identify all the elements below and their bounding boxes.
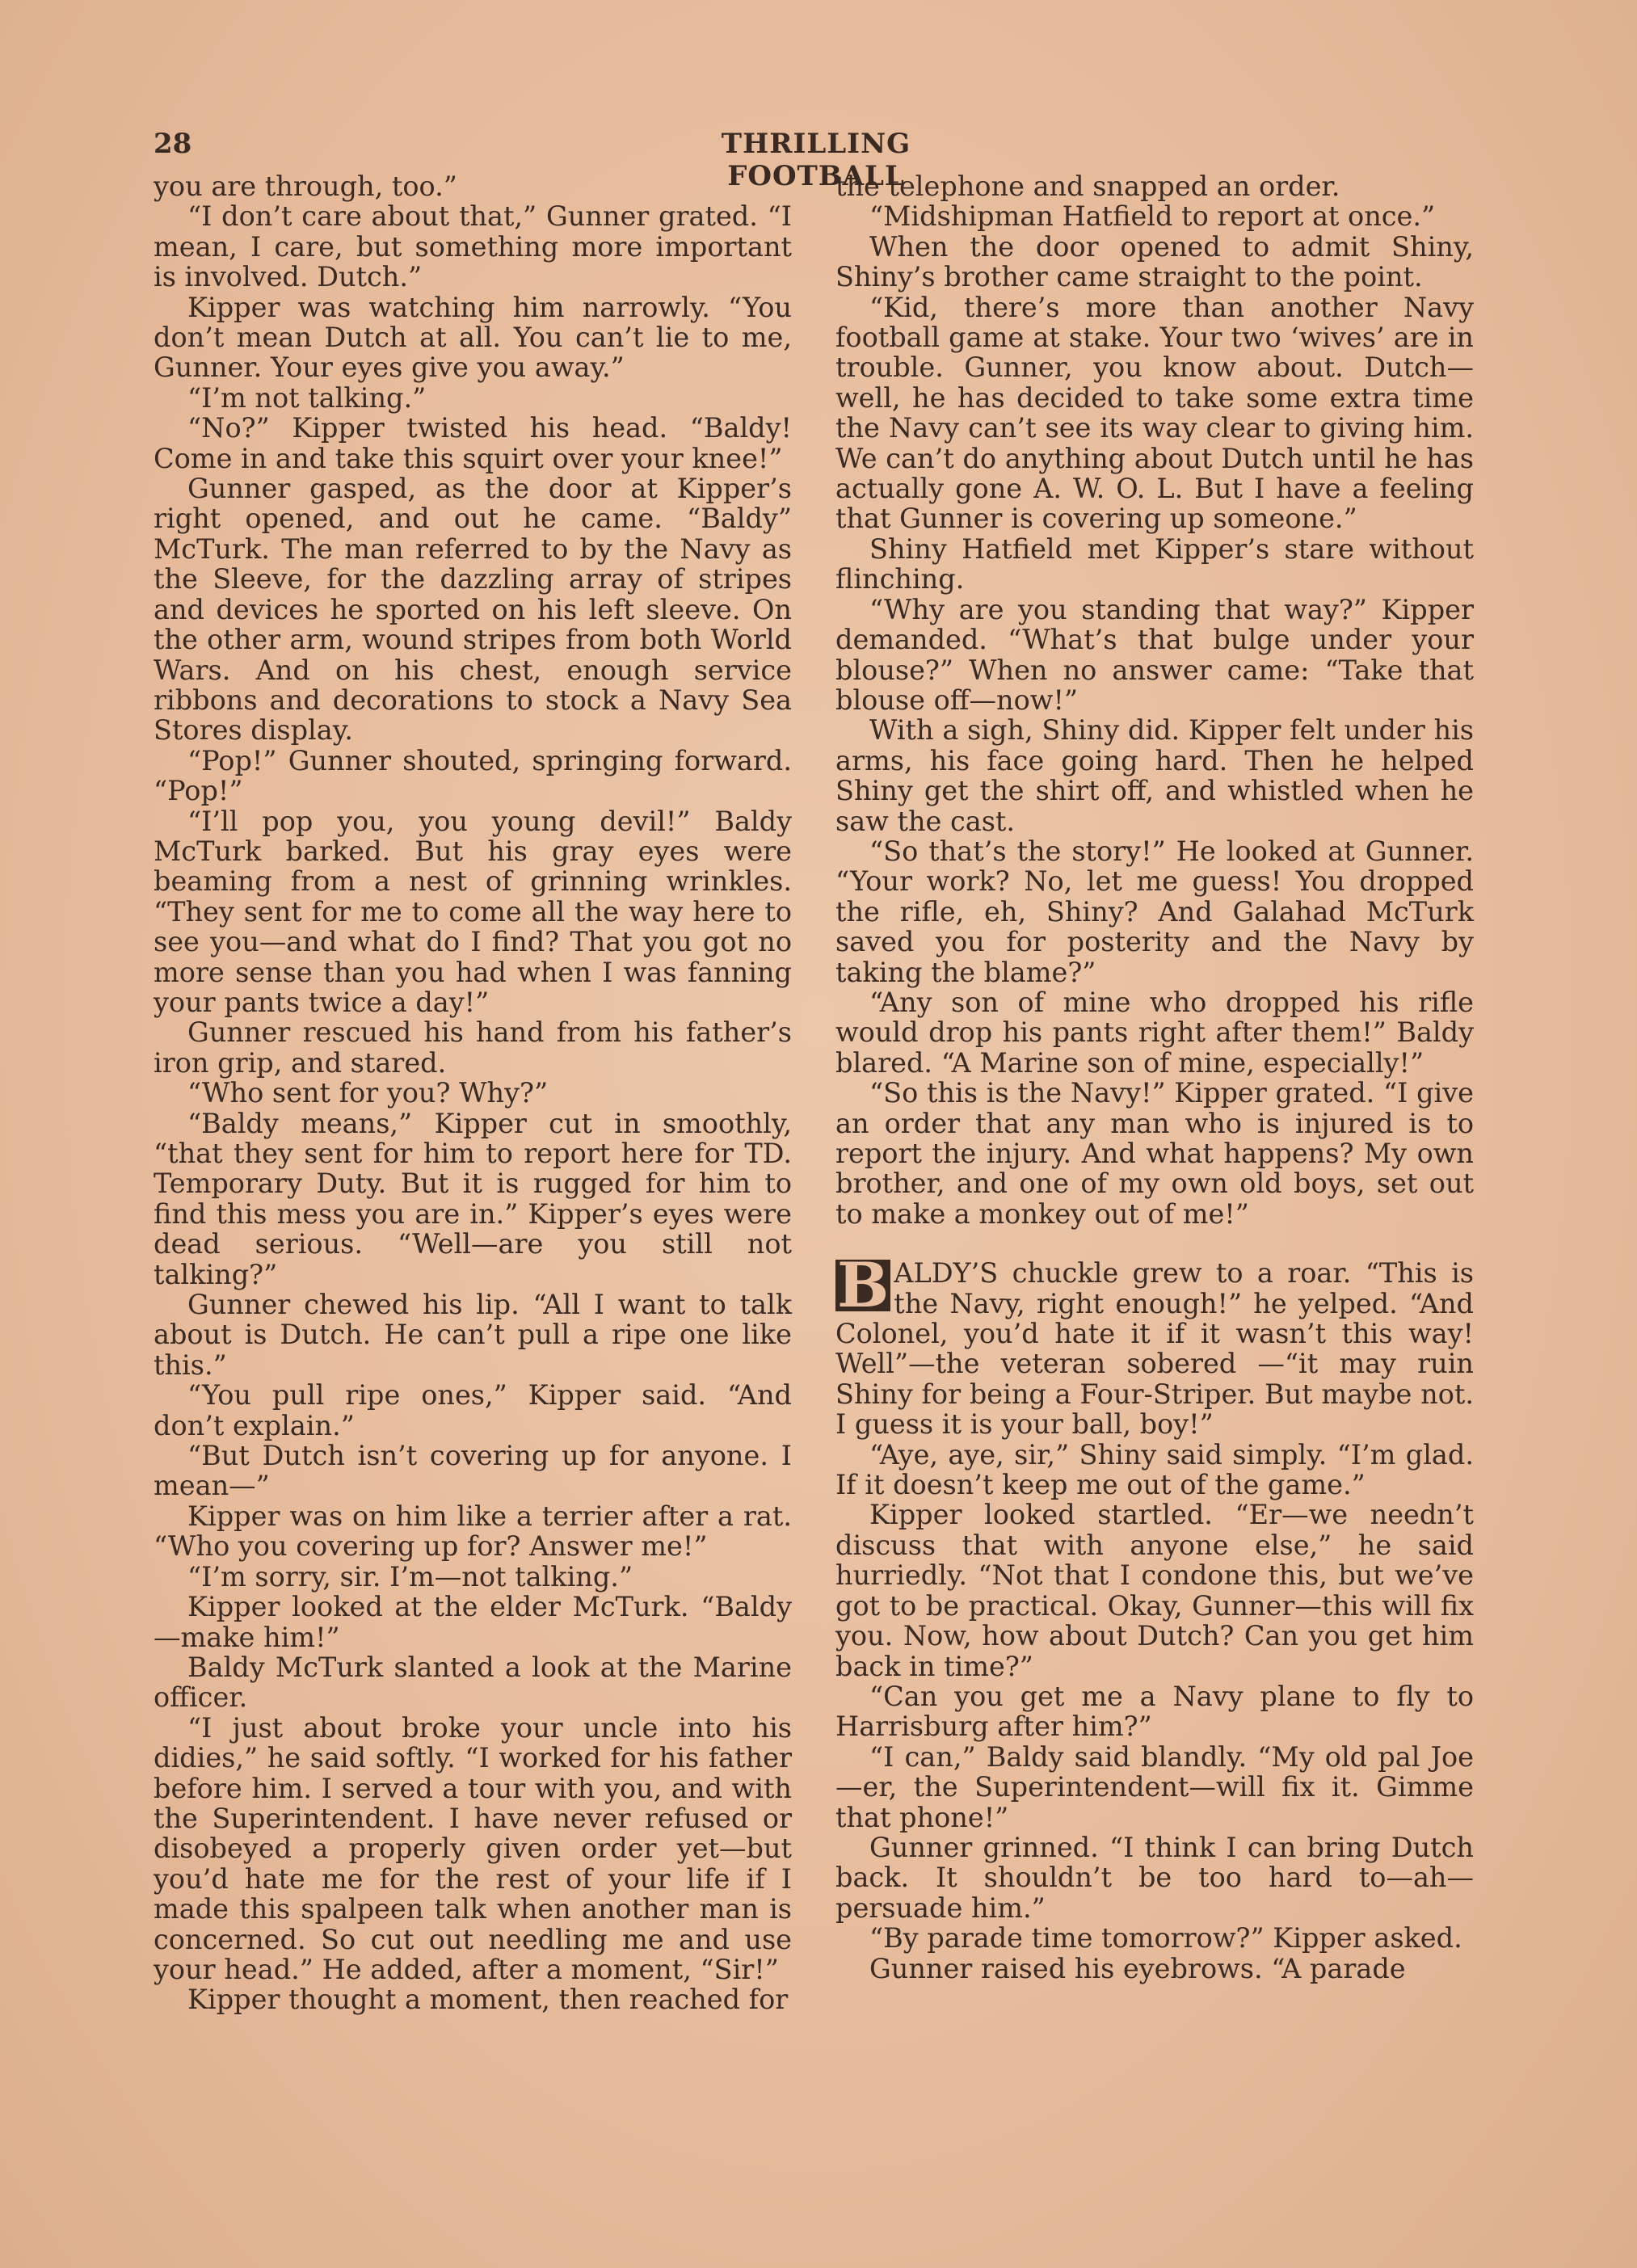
paragraph: Baldy McTurk slanted a look at the Marine officer.	[154, 1651, 792, 1714]
paragraph: the telephone and snapped an order.	[835, 170, 1340, 202]
running-title: THRILLING FOOTBALL	[721, 128, 911, 192]
paragraph: “Any son of mine who dropped his rifle would drop his pants right after them!” Baldy blared. “A Marine son of mine, especially!”	[835, 986, 1474, 1079]
section-opening-paragraph	[835, 1249, 1474, 1441]
paragraph: you are through, too.”	[154, 170, 457, 202]
paragraph: Kipper looked startled. “Er—we needn’t discuss that with anyone else,” he said hurriedly. “Not that I condone this, but we’ve got to be practical. Okay, Gunner—this will fix you. Now, how about Dutch? Can you get him back in time?”	[835, 1499, 1474, 1682]
paragraph: “I can,” Baldy said blandly. “My old pal Joe—er, the Superintendent—will fix it. Gimme that phone!”	[835, 1740, 1474, 1833]
paragraph: “By parade time tomorrow?” Kipper asked.	[869, 1922, 1462, 1955]
paragraph: “I’m sorry, sir. I’m—not talking.”	[187, 1560, 633, 1593]
paragraph: “But Dutch isn’t covering up for anyone. I mean—”	[154, 1440, 792, 1502]
paragraph: Kipper thought a moment, then reached for	[187, 1984, 789, 2016]
paragraph: “Pop!” Gunner shouted, springing forward. “Pop!”	[154, 744, 792, 807]
paragraph: Gunner chewed his lip. “All I want to talk about is Dutch. He can’t pull a ripe one like this.”	[154, 1289, 792, 1381]
paragraph: “I’m not talking.”	[187, 381, 427, 414]
paragraph: “No?” Kipper twisted his head. “Baldy! Come in and take this squirt over your knee!”	[154, 412, 792, 474]
paragraph: “I don’t care about that,” Gunner grated. “I mean, I care, but something more important is involved. Dutch.”	[154, 200, 792, 293]
paragraph: Kipper looked at the elder McTurk. “Baldy —make him!”	[154, 1591, 792, 1653]
paragraph: “So this is the Navy!” Kipper grated. “I give an order that any man who is injured is to report the injury. And what happens? My own brother, and one of my own old boys, set out to make a monkey out of me!”	[835, 1077, 1474, 1230]
paragraph: Kipper was watching him narrowly. “You don’t mean Dutch at all. You can’t lie to me, Gunner. Your eyes give you away.”	[154, 291, 792, 384]
paragraph: “Kid, there’s more than another Navy football game at stake. Your two ‘wives’ are in trouble. Gunner, you know about. Dutch—well, he has decided to take some extra time the Navy can’t see its way clear to giving him. We can’t do anything about Dutch until he has actually gone A. W. O. L. But I have a feeling that Gunner is covering up someone.”	[835, 291, 1474, 535]
paragraph: “Can you get me a Navy plane to fly to Harrisburg after him?”	[835, 1680, 1474, 1743]
paragraph: “I’ll pop you, you young devil!” Baldy McTurk barked. But his gray eyes were beaming from a nest of grinning wrinkles. “They sent for me to come all the way here to see you—and what do I find? That you got no more sense than you had when I was fanning your pants twice a day!”	[154, 805, 792, 1018]
page-number: 28	[154, 128, 192, 160]
paragraph: With a sigh, Shiny did. Kipper felt under his arms, his face going hard. Then he helped Shiny get the shirt off, and whistled when he saw the cast.	[835, 714, 1474, 837]
left-column	[154, 171, 792, 2015]
right-column	[835, 171, 1474, 1984]
paragraph: When the door opened to admit Shiny, Shiny’s brother came straight to the point.	[835, 230, 1474, 293]
paragraph: Gunner gasped, as the door at Kipper’s right opened, and out he came. “Baldy” McTurk. The man referred to by the Navy as the Sleeve, for the dazzling array of stripes and devices he sported on his left sleeve. On the other arm, wound stripes from both World Wars. And on his chest, enough service ribbons and decorations to stock a Navy Sea Stores display.	[154, 473, 792, 747]
paragraph: “Aye, aye, sir,” Shiny said simply. “I’m glad. If it doesn’t keep me out of the game.”	[835, 1438, 1474, 1501]
paragraph: “Baldy means,” Kipper cut in smoothly, “that they sent for him to report here for TD. Temporary Duty. But it is rugged for him to find this mess you are in.” Kipper’s eyes were dead serious. “Well—are you still not talking?”	[154, 1107, 792, 1290]
paragraph: “Who sent for you? Why?”	[187, 1077, 549, 1109]
paragraph: Shiny Hatfield met Kipper’s stare without flinching.	[835, 532, 1474, 595]
paragraph: Gunner raised his eyebrows. “A parade	[869, 1952, 1406, 1984]
paragraph: “I just about broke your uncle into his didies,” he said softly. “I worked for his father before him. I served a tour with you, and with the Superintendent. I have never refused or disobeyed a properly given order yet—but you’d hate me for the rest of your life if I made this spalpeen talk when another man is concerned. So cut out needling me and use your head.” He added, after a moment, “Sir!”	[154, 1711, 792, 1985]
paragraph: “So that’s the story!” He looked at Gunner. “Your work? No, let me guess! You dropped the rifle, eh, Shiny? And Galahad McTurk saved you for posterity and the Navy by taking the blame?”	[835, 835, 1474, 988]
section-opening-text: ALDY’S chuckle grew to a roar. “This is the Navy, right enough!” he yelped. “And Colonel, you’d hate it if it wasn’t this way! Well”—the veteran sobered —“it may ruin Shiny for being a Four-Striper. But maybe not. I guess it is your ball, boy!”	[835, 1257, 1474, 1441]
paragraph: Gunner grinned. “I think I can bring Dutch back. It shouldn’t be too hard to—ah—persuade him.”	[835, 1831, 1474, 1924]
paragraph: Gunner rescued his hand from his father’s iron grip, and stared.	[154, 1016, 792, 1079]
paragraph: Kipper was on him like a terrier after a rat. “Who you covering up for? Answer me!”	[154, 1500, 792, 1563]
paragraph: “Midshipman Hatfield to report at once.”	[869, 200, 1436, 233]
paragraph: “You pull ripe ones,” Kipper said. “And don’t explain.”	[154, 1379, 792, 1441]
paragraph: “Why are you standing that way?” Kipper demanded. “What’s that bulge under your blouse?” When no answer came: “Take that blouse off—now!”	[835, 593, 1474, 716]
drop-cap: B	[837, 1249, 890, 1322]
